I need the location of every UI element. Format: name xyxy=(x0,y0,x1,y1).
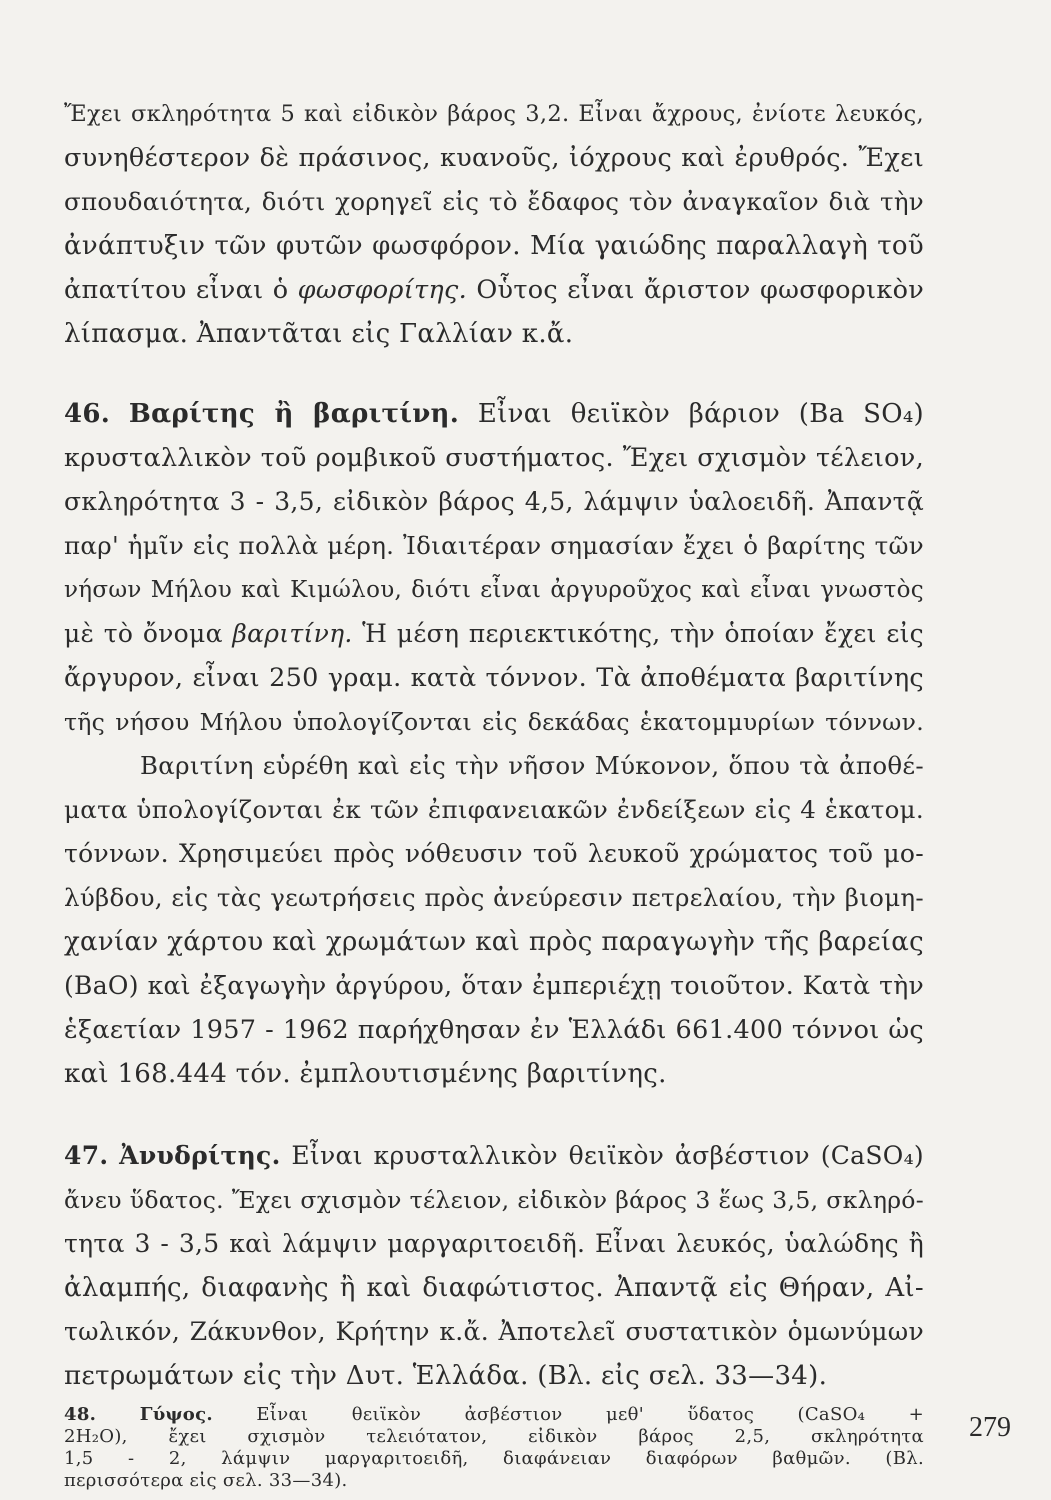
section-number: 46. xyxy=(64,399,111,429)
text-line: κρυσταλλικὸν τοῦ ρομβικοῦ συστήματος. Ἔχει σχισμὸν τέλειον, xyxy=(64,443,924,473)
text-line: σπουδαιότητα, διότι χορηγεῖ εἰς τὸ ἔδαφος τὸν ἀναγκαῖον διὰ τὴν xyxy=(64,187,924,216)
text-line: καὶ 168.444 τόν. ἐμπλουτισμένης βαριτίνης. xyxy=(64,1059,667,1089)
text-line: 2H₂O), ἔχει σχισμὸν τελειότατον, εἰδικὸν βάρος 2,5, σκληρότητα xyxy=(64,1426,924,1447)
section-title: Ἀνυδρίτης. xyxy=(119,1141,281,1170)
text-line: τητα 3 - 3,5 καὶ λάμψιν μαργαριτοειδῆ. Εἶναι λευκός, ὑαλώδης ἢ xyxy=(64,1229,924,1258)
text-segment: Εἶναι κρυσταλλικὸν θειϊκὸν ἀσβέστιον (CaSO₄) xyxy=(291,1141,924,1170)
text-line: συνηθέστερον δὲ πράσινος, κυανοῦς, ἰόχρους καὶ ἐρυθρός. Ἔχει xyxy=(64,143,924,173)
text-line: ἄνευ ὕδατος. Ἔχει σχισμὸν τέλειον, εἰδικὸν βάρος 3 ἕως 3,5, σκληρό- xyxy=(64,1186,924,1214)
text-line: τωλικόν, Ζάκυνθον, Κρήτην κ.ἄ. Ἀποτελεῖ συστατικὸν ὁμωνύμων xyxy=(64,1317,924,1346)
text-line: Βαριτίνη εὑρέθη καὶ εἰς τὴν νῆσον Μύκονον, ὅπου τὰ ἀποθέ- xyxy=(140,751,924,780)
text-line: νήσων Μήλου καὶ Κιμώλου, διότι εἶναι ἀργυροῦχος καὶ εἶναι γνωστὸς xyxy=(64,577,924,603)
section-heading-line xyxy=(64,1404,924,1426)
term-italic: βαριτίνη. xyxy=(232,619,353,648)
text-line: 1,5 - 2, λάμψιν μαργαριτοειδῆ, διαφάνειαν διαφόρων βαθμῶν. (Βλ. xyxy=(64,1448,924,1469)
text-line: πετρωμάτων εἰς τὴν Δυτ. Ἑλλάδα. (Βλ. εἰς σελ. 33—34). xyxy=(64,1361,828,1391)
text-line: ἑξαετίαν 1957 - 1962 παρήχθησαν ἐν Ἑλλάδι 661.400 τόννοι ὡς xyxy=(64,1015,924,1045)
section-title: Γύψος. xyxy=(139,1404,213,1425)
text-line: τόννων. Χρησιμεύει πρὸς νόθευσιν τοῦ λευκοῦ χρώματος τοῦ μο- xyxy=(64,839,924,868)
section-number: 48. xyxy=(64,1404,97,1425)
text-line: σκληρότητα 3 - 3,5, εἰδικὸν βάρος 4,5, λάμψιν ὑαλοειδῆ. Ἀπαντᾷ xyxy=(64,487,924,516)
text-line: ἀνάπτυξιν τῶν φυτῶν φωσφόρον. Μία γαιώδης παραλλαγὴ τοῦ xyxy=(64,231,924,261)
section-title: Βαρίτης ἢ βαριτίνη. xyxy=(128,399,460,429)
text-line: Ἔχει σκληρότητα 5 καὶ εἰδικὸν βάρος 3,2. Εἶναι ἄχρους, ἐνίοτε λευκός, xyxy=(64,101,924,127)
text-segment: Εἶναι θειϊκὸν ἀσβέστιον μεθ' ὕδατος (CaSO₄ + xyxy=(256,1404,924,1425)
section-heading-line xyxy=(64,398,924,430)
text-segment: ἀπατίτου εἶναι ὁ xyxy=(64,275,289,305)
text-line xyxy=(64,274,924,306)
text-line: ματα ὑπολογίζονται ἐκ τῶν ἐπιφανειακῶν ἐνδείξεων εἰς 4 ἑκατομ. xyxy=(64,795,924,824)
text-line: (BaO) καὶ ἐξαγωγὴν ἀργύρου, ὅταν ἐμπεριέχῃ τοιοῦτον. Κατὰ τὴν xyxy=(64,971,924,1000)
text-line: ἄργυρον, εἶναι 250 γραμ. κατὰ τόννον. Τὰ ἀποθέματα βαριτίνης xyxy=(64,663,924,693)
text-line: περισσότερα εἰς σελ. 33—34). xyxy=(64,1470,348,1491)
text-segment: Οὗτος εἶναι ἄριστον φωσφορικὸν xyxy=(476,275,925,305)
section-heading-line xyxy=(64,1140,924,1172)
text-segment: Εἶναι θειϊκὸν βάριον (Ba SO₄) xyxy=(477,399,924,429)
text-line: χανίαν χάρτου καὶ χρωμάτων καὶ πρὸς παραγωγὴν τῆς βαρείας xyxy=(64,927,924,957)
text-line xyxy=(64,618,924,650)
page-number: 279 xyxy=(969,1412,1011,1443)
text-line: λίπασμα. Ἀπαντᾶται εἰς Γαλλίαν κ.ἄ. xyxy=(64,319,574,349)
text-segment: μὲ τὸ ὄνομα xyxy=(64,619,223,648)
term-italic: φωσφορίτης. xyxy=(297,275,467,305)
text-line: τῆς νήσου Μήλου ὑπολογίζονται εἰς δεκάδας ἑκατομμυρίων τόννων. xyxy=(64,708,924,736)
text-line: ἀλαμπής, διαφανὴς ἢ καὶ διαφώτιστος. Ἀπαντᾷ εἰς Θήραν, Αἰ- xyxy=(64,1273,924,1303)
text-segment: Ἡ μέση περιεκτικότης, τὴν ὁποίαν ἔχει εἰς xyxy=(362,619,924,648)
section-number: 47. xyxy=(64,1141,109,1170)
text-line: παρ' ἡμῖν εἰς πολλὰ μέρη. Ἰδιαιτέραν σημασίαν ἔχει ὁ βαρίτης τῶν xyxy=(64,531,924,560)
text-line: λύβδου, εἰς τὰς γεωτρήσεις πρὸς ἀνεύρεσιν πετρελαίου, τὴν βιομη- xyxy=(64,883,924,912)
